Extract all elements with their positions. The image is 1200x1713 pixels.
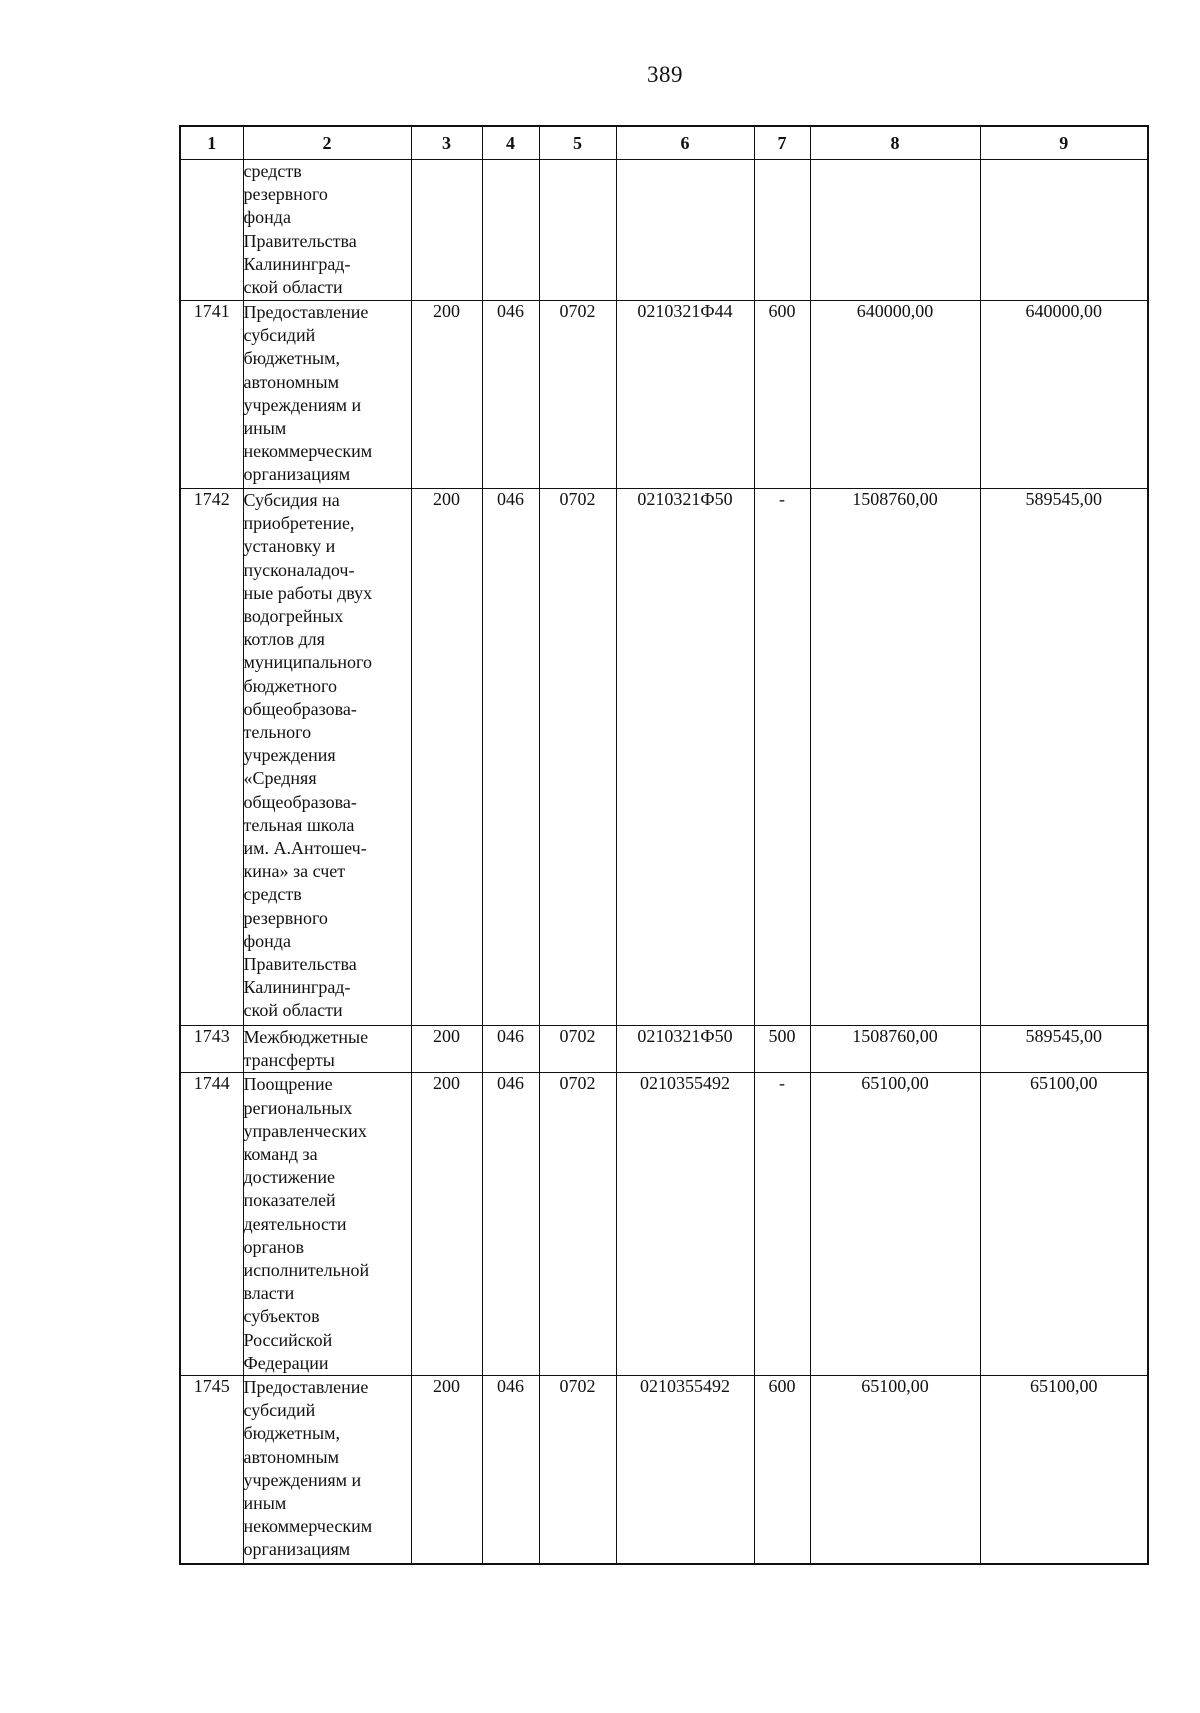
- cell-col3: 200: [411, 1073, 482, 1376]
- cell-col9: 65100,00: [980, 1073, 1148, 1376]
- row-description: Субсидия на приобретение, установку и пусконаладоч- ные работы двух водогрейных котлов для муниципального бюджетного общеобразова- тельного учреждения «Средняя общеобразова- тельная школа им. А.Антошеч- кина» за счет средств резервного фонда Правительства Калининград- ской области: [243, 489, 411, 1026]
- cell-col8: 1508760,00: [810, 489, 980, 1026]
- header-cell: 2: [243, 126, 411, 160]
- cell-col4: 046: [482, 1026, 539, 1073]
- header-cell: 4: [482, 126, 539, 160]
- page-number: 389: [647, 62, 683, 87]
- row-description: средств резервного фонда Правительства Калининград- ской области: [243, 160, 411, 301]
- cell-col7: -: [754, 489, 810, 1026]
- cell-col8: 640000,00: [810, 301, 980, 489]
- cell-col6: 0210321Ф50: [616, 1026, 754, 1073]
- cell-col6: 0210321Ф50: [616, 489, 754, 1026]
- cell-col4: 046: [482, 1376, 539, 1564]
- row-number: 1745: [180, 1376, 243, 1564]
- header-row: [180, 126, 1148, 160]
- row-number: [180, 160, 243, 301]
- cell-col4: 046: [482, 489, 539, 1026]
- cell-col7: [754, 160, 810, 301]
- header-cell: 9: [980, 126, 1148, 160]
- header-cell: 8: [810, 126, 980, 160]
- cell-col8: 1508760,00: [810, 1026, 980, 1073]
- cell-col3: 200: [411, 1376, 482, 1564]
- row-description: Поощрение региональных управленческих команд за достижение показателей деятельности органов исполнительной власти субъектов Российской Федерации: [243, 1073, 411, 1376]
- cell-col9: 65100,00: [980, 1376, 1148, 1564]
- cell-col3: 200: [411, 301, 482, 489]
- cell-col4: 046: [482, 1073, 539, 1376]
- cell-col7: 500: [754, 1026, 810, 1073]
- cell-col7: 600: [754, 1376, 810, 1564]
- cell-col9: 640000,00: [980, 301, 1148, 489]
- table-row: [180, 1376, 1148, 1564]
- cell-col7: 600: [754, 301, 810, 489]
- cell-col3: [411, 160, 482, 301]
- row-number: 1743: [180, 1026, 243, 1073]
- cell-col6: [616, 160, 754, 301]
- cell-col5: 0702: [539, 301, 616, 489]
- cell-col6: 0210355492: [616, 1073, 754, 1376]
- header-cell: 1: [180, 126, 243, 160]
- cell-col9: 589545,00: [980, 1026, 1148, 1073]
- header-cell: 3: [411, 126, 482, 160]
- table-row: [180, 160, 1148, 301]
- cell-col5: 0702: [539, 489, 616, 1026]
- table-row: [180, 489, 1148, 1026]
- cell-col3: 200: [411, 489, 482, 1026]
- row-description: Межбюджетные трансферты: [243, 1026, 411, 1073]
- table-row: [180, 1073, 1148, 1376]
- table-row: [180, 301, 1148, 489]
- header-cell: 7: [754, 126, 810, 160]
- cell-col5: [539, 160, 616, 301]
- cell-col9: [980, 160, 1148, 301]
- cell-col7: -: [754, 1073, 810, 1376]
- cell-col6: 0210321Ф44: [616, 301, 754, 489]
- budget-table: [179, 125, 1149, 1565]
- cell-col4: [482, 160, 539, 301]
- row-description: Предоставление субсидий бюджетным, автономным учреждениям и иным некоммерческим организациям: [243, 1376, 411, 1564]
- cell-col8: 65100,00: [810, 1073, 980, 1376]
- cell-col9: 589545,00: [980, 489, 1148, 1026]
- header-cell: 5: [539, 126, 616, 160]
- cell-col5: 0702: [539, 1026, 616, 1073]
- row-number: 1744: [180, 1073, 243, 1376]
- table-row: [180, 1026, 1148, 1073]
- cell-col8: [810, 160, 980, 301]
- cell-col3: 200: [411, 1026, 482, 1073]
- cell-col5: 0702: [539, 1073, 616, 1376]
- row-number: 1741: [180, 301, 243, 489]
- cell-col4: 046: [482, 301, 539, 489]
- cell-col6: 0210355492: [616, 1376, 754, 1564]
- cell-col8: 65100,00: [810, 1376, 980, 1564]
- row-description: Предоставление субсидий бюджетным, автономным учреждениям и иным некоммерческим организациям: [243, 301, 411, 489]
- cell-col5: 0702: [539, 1376, 616, 1564]
- row-number: 1742: [180, 489, 243, 1026]
- header-cell: 6: [616, 126, 754, 160]
